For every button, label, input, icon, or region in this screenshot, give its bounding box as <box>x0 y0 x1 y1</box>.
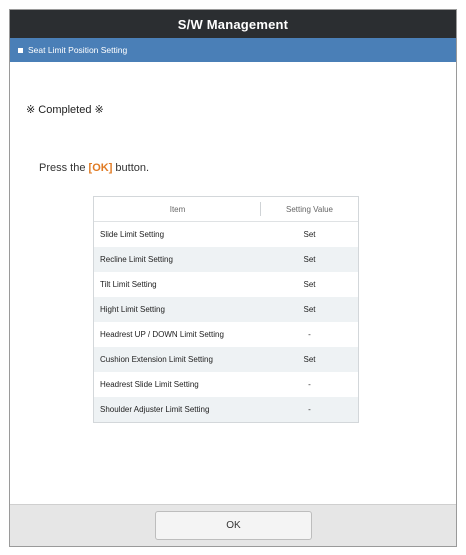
table-row <box>94 247 358 272</box>
row-item: Tilt Limit Setting <box>100 280 157 289</box>
row-value: Set <box>303 305 316 314</box>
table-row <box>94 322 358 347</box>
dialog-window <box>9 9 457 547</box>
completed-status: ※ Completed ※ <box>26 104 104 116</box>
section-title: Seat Limit Position Setting <box>28 45 128 55</box>
table-row <box>94 272 358 297</box>
row-value: - <box>308 380 311 389</box>
row-value: Set <box>303 230 316 239</box>
table-body <box>94 222 358 422</box>
ok-button[interactable]: OK <box>155 511 312 540</box>
table-row <box>94 372 358 397</box>
row-item: Shoulder Adjuster Limit Setting <box>100 405 210 414</box>
row-value: - <box>308 405 311 414</box>
ok-highlight: [OK] <box>88 162 113 174</box>
row-value: Set <box>303 280 316 289</box>
table-row <box>94 222 358 247</box>
row-item: Recline Limit Setting <box>100 255 173 264</box>
row-item: Cushion Extension Limit Setting <box>100 355 213 364</box>
table-row <box>94 397 358 422</box>
section-header <box>10 38 456 62</box>
row-item: Hight Limit Setting <box>100 305 165 314</box>
row-value: Set <box>303 355 316 364</box>
header-item: Item <box>94 205 261 214</box>
row-value: Set <box>303 255 316 264</box>
table-header <box>94 197 358 222</box>
window-title: S/W Management <box>177 16 289 32</box>
instruction-text <box>39 162 149 174</box>
instruction-prefix: Press the <box>39 162 89 174</box>
title-bar <box>10 10 456 38</box>
footer-bar <box>10 504 456 546</box>
row-item: Headrest UP / DOWN Limit Setting <box>100 330 224 339</box>
row-item: Slide Limit Setting <box>100 230 165 239</box>
table-row <box>94 297 358 322</box>
table-row <box>94 347 358 372</box>
instruction-suffix: button. <box>112 162 150 174</box>
header-setting-value: Setting Value <box>286 204 333 214</box>
square-icon <box>18 48 23 53</box>
row-value: - <box>308 330 311 339</box>
row-item: Headrest Slide Limit Setting <box>100 380 199 389</box>
settings-table <box>93 196 359 423</box>
